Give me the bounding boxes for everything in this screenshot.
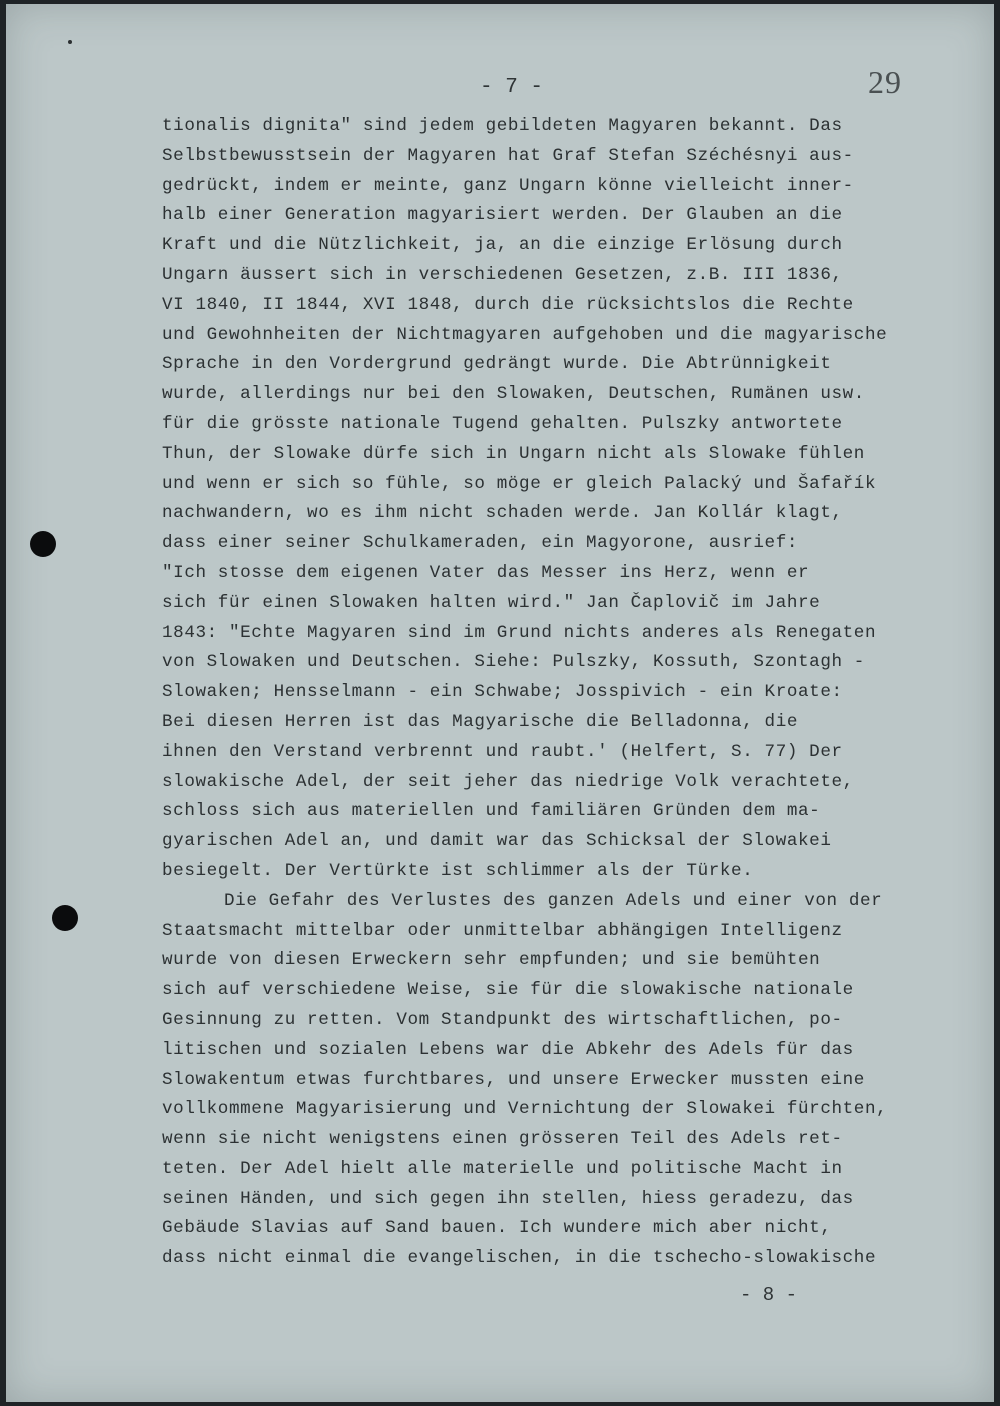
paragraph-1 <box>162 112 952 887</box>
text-line: wurde von diesen Erweckern sehr empfunden; und sie bemühten <box>162 950 821 971</box>
top-page-number: - 7 - <box>480 76 544 99</box>
text-line: "Ich stosse dem eigenen Vater das Messer ins Herz, wenn er <box>162 562 810 583</box>
text-line: Staatsmacht mittelbar oder unmittelbar abhängigen Intelligenz <box>162 920 843 941</box>
text-line: Slowakentum etwas furchtbares, und unsere Erwecker mussten eine <box>162 1069 865 1090</box>
text-line: Kraft und die Nützlichkeit, ja, an die einzige Erlösung durch <box>162 235 843 256</box>
text-line: Thun, der Slowake dürfe sich in Ungarn nicht als Slowake fühlen <box>162 443 865 464</box>
text-line: und wenn er sich so fühle, so möge er gleich Palacký und Šafařík <box>162 473 877 494</box>
text-line: vollkommene Magyarisierung und Vernichtung der Slowakei fürchten, <box>162 1099 888 1120</box>
text-line: Ungarn äussert sich in verschiedenen Gesetzen, z.B. III 1836, <box>162 264 843 285</box>
text-line: tionalis dignita" sind jedem gebildeten Magyaren bekannt. Das <box>162 116 843 136</box>
text-line: Sprache in den Vordergrund gedrängt wurde. Die Abtrünnigkeit <box>162 354 832 375</box>
text-line: besiegelt. Der Vertürkte ist schlimmer als der Türke. <box>162 860 754 881</box>
text-line: teten. Der Adel hielt alle materielle und politische Macht in <box>162 1158 843 1179</box>
text-line: Bei diesen Herren ist das Magyarische die Belladonna, die <box>162 711 799 732</box>
text-line: VI 1840, II 1844, XVI 1848, durch die rücksichtslos die Rechte <box>162 294 854 315</box>
text-line: ihnen den Verstand verbrennt und raubt.' (Helfert, S. 77) Der <box>162 741 843 762</box>
text-line: wenn sie nicht wenigstens einen grösseren Teil des Adels ret- <box>162 1129 843 1150</box>
text-line: und Gewohnheiten der Nichtmagyaren aufgehoben und die magyarische <box>162 324 888 345</box>
punch-hole-bottom <box>52 905 78 931</box>
text-line: Selbstbewusstsein der Magyaren hat Graf Stefan Széchésnyi aus- <box>162 145 854 166</box>
text-line: Gebäude Slavias auf Sand bauen. Ich wundere mich aber nicht, <box>162 1218 832 1239</box>
text-line: gyarischen Adel an, und damit war das Schicksal der Slowakei <box>162 831 832 852</box>
text-line: seinen Händen, und sich gegen ihn stellen, hiess geradezu, das <box>162 1188 854 1209</box>
typewritten-text <box>162 112 952 1274</box>
text-line: sich auf verschiedene Weise, sie für die slowakische nationale <box>162 980 854 1001</box>
text-line: Gesinnung zu retten. Vom Standpunkt des wirtschaftlichen, po- <box>162 1009 843 1030</box>
paragraph-2 <box>162 887 952 1274</box>
speck <box>68 40 72 44</box>
document-page <box>6 4 994 1402</box>
text-line: wurde, allerdings nur bei den Slowaken, Deutschen, Rumänen usw. <box>162 384 865 405</box>
text-line: sich für einen Slowaken halten wird." Jan Čaplovič im Jahre <box>162 592 821 613</box>
text-line: litischen und sozialen Lebens war die Abkehr des Adels für das <box>162 1039 854 1060</box>
punch-hole-top <box>30 531 56 557</box>
text-line: Slowaken; Hensselmann - ein Schwabe; Josspivich - ein Kroate: <box>162 682 843 703</box>
text-line: 1843: "Echte Magyaren sind im Grund nichts anderes als Renegaten <box>162 622 877 643</box>
text-line: halb einer Generation magyarisiert werden. Der Glauben an die <box>162 205 843 226</box>
text-line: dass nicht einmal die evangelischen, in die tschecho-slowakische <box>162 1248 877 1269</box>
text-line: von Slowaken und Deutschen. Siehe: Pulszky, Kossuth, Szontagh - <box>162 652 865 673</box>
text-line: für die grösste nationale Tugend gehalten. Pulszky antwortete <box>162 413 843 434</box>
text-line: schloss sich aus materiellen und familiären Gründen dem ma- <box>162 801 821 822</box>
text-line: Die Gefahr des Verlustes des ganzen Adels und einer von der <box>224 890 883 911</box>
text-line: gedrückt, indem er meinte, ganz Ungarn könne vielleicht inner- <box>162 175 854 196</box>
text-line: nachwandern, wo es ihm nicht schaden werde. Jan Kollár klagt, <box>162 503 843 524</box>
folio-number: 29 <box>868 64 902 100</box>
bottom-page-number: - 8 - <box>740 1284 798 1306</box>
text-line: slowakische Adel, der seit jeher das niedrige Volk verachtete, <box>162 771 854 792</box>
text-line: dass einer seiner Schulkameraden, ein Magyorone, ausrief: <box>162 533 799 554</box>
